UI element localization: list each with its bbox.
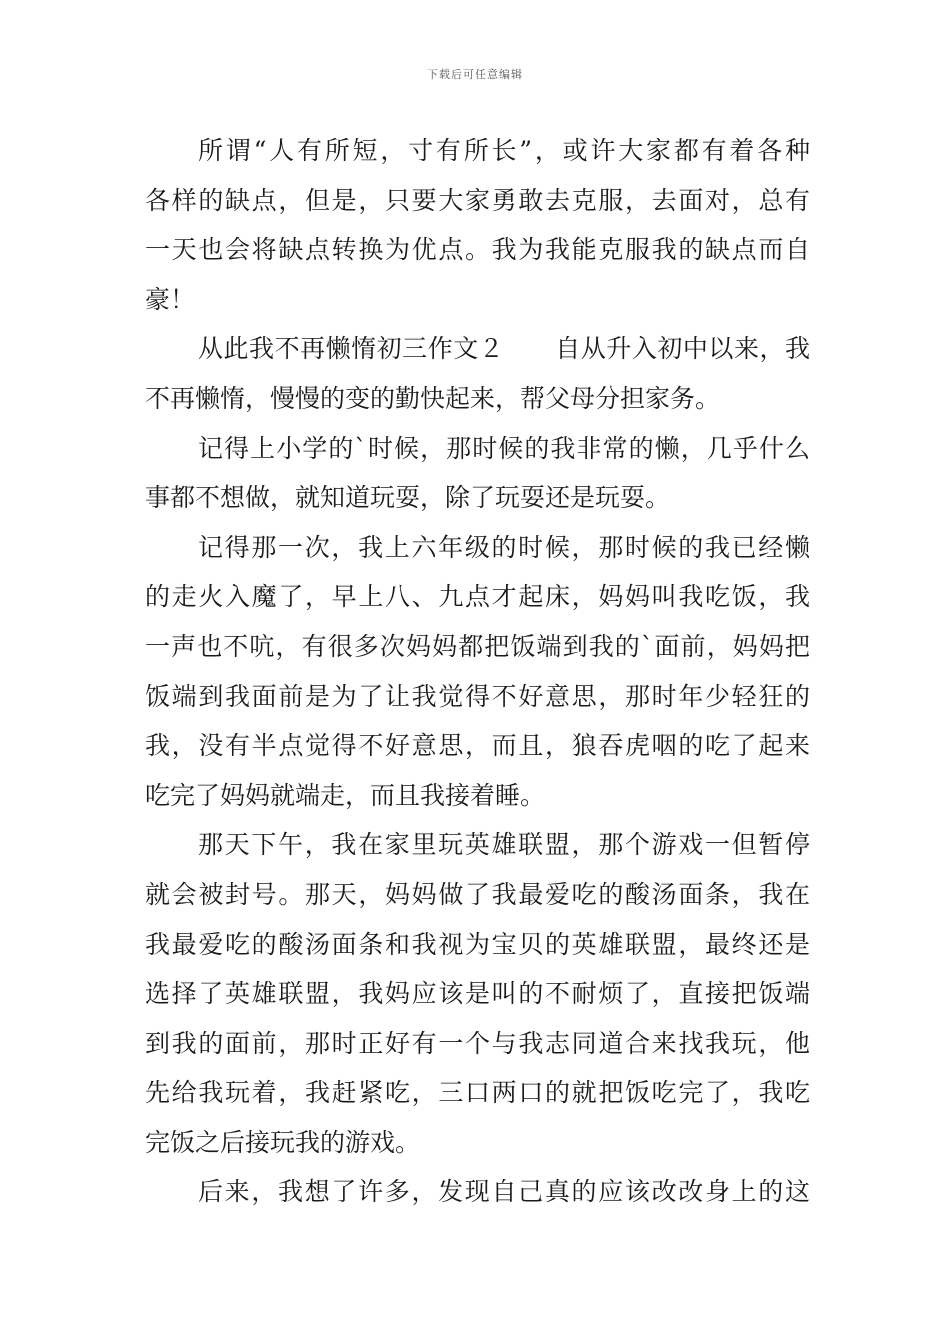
- text-line: 豪！: [145, 284, 196, 314]
- text-line: 不再懒惰，慢慢的变的勤快起来，帮父母分担家务。: [145, 383, 721, 413]
- page-header-note: 下载后可任意编辑: [427, 68, 523, 81]
- text-line: 所谓“人有所短，寸有所长”，或许大家都有着各种: [198, 136, 810, 165]
- text-line: 就会被封号。那天，妈妈做了我最爱吃的酸汤面条，我在: [145, 879, 810, 909]
- text-line: 吃完了妈妈就端走，而且我接着睡。: [145, 780, 546, 810]
- text-line: 记得上小学的`时候，那时候的我非常的懒，几乎什么: [198, 433, 810, 463]
- document-body: [145, 126, 810, 1217]
- text-line: 到我的面前，那时正好有一个与我志同道合来找我玩，他: [145, 1028, 810, 1058]
- text-line: 我最爱吃的酸汤面条和我视为宝贝的英雄联盟，最终还是: [145, 929, 810, 959]
- text-line: 记得那一次，我上六年级的时候，那时候的我已经懒: [198, 532, 810, 562]
- text-line: 后来，我想了许多，发现自己真的应该改改身上的这: [198, 1177, 810, 1207]
- text-line: 饭端到我面前是为了让我觉得不好意思，那时年少轻狂的: [145, 681, 810, 711]
- text-line: 选择了英雄联盟，我妈应该是叫的不耐烦了，直接把饭端: [145, 979, 810, 1009]
- text-line: 事都不想做，就知道玩耍，除了玩耍还是玩耍。: [145, 483, 671, 513]
- text-line: 那天下午，我在家里玩英雄联盟，那个游戏一但暂停: [198, 830, 810, 860]
- text-line: 我，没有半点觉得不好意思，而且，狼吞虎咽的吃了起来: [145, 731, 810, 761]
- text-line: 的走火入魔了，早上八、九点才起床，妈妈叫我吃饭，我: [145, 582, 810, 612]
- text-line: 完饭之后接玩我的游戏。: [145, 1127, 421, 1157]
- text-line: 一天也会将缺点转换为优点。我为我能克服我的缺点而自: [145, 235, 810, 265]
- text-line: 从此我不再懒惰初三作文２ 自从升入初中以来，我: [198, 334, 810, 364]
- text-line: 先给我玩着，我赶紧吃，三口两口的就把饭吃完了，我吃: [145, 1078, 810, 1108]
- text-line: 各样的缺点，但是，只要大家勇敢去克服，去面对，总有: [145, 185, 810, 215]
- text-line: 一声也不吭，有很多次妈妈都把饭端到我的`面前，妈妈把: [145, 631, 810, 661]
